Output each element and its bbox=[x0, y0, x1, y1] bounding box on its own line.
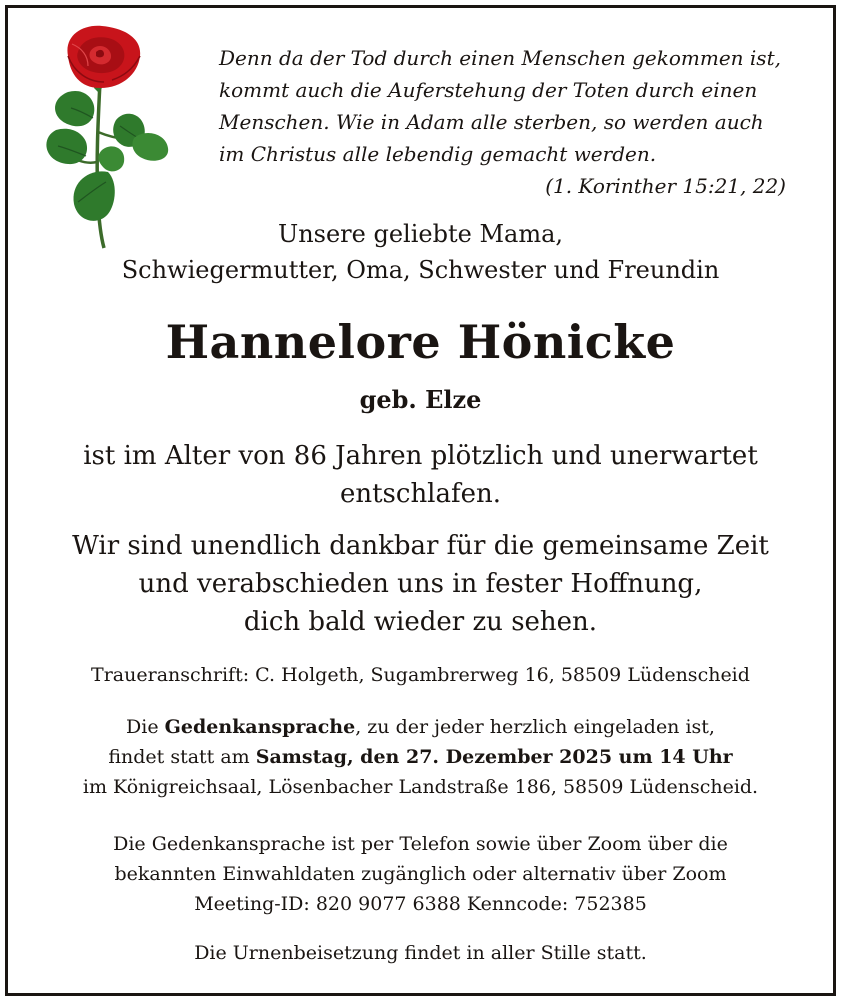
thanks-line: dich bald wieder zu sehen. bbox=[243, 607, 598, 637]
service-text: Die bbox=[126, 716, 165, 738]
zoom-line: Die Gedenkansprache ist per Telefon sowie über Zoom über die bbox=[113, 833, 728, 855]
verse-line: kommt auch die Auferstehung der Toten durch einen bbox=[219, 78, 758, 102]
mourning-address: Traueranschrift: C. Holgeth, Sugambrerweg 16, 58509 Lüdenscheid bbox=[91, 664, 750, 686]
service-date: Samstag, den 27. Dezember 2025 um 14 Uhr bbox=[255, 746, 733, 768]
service-line bbox=[0, 712, 841, 742]
thanks-line: Wir sind unendlich dankbar für die gemeinsame Zeit bbox=[72, 531, 769, 561]
verse-line: Denn da der Tod durch einen Menschen gekommen ist, bbox=[219, 46, 781, 70]
age-line: entschlafen. bbox=[339, 479, 502, 509]
bible-verse bbox=[219, 42, 794, 202]
memorial-service-info bbox=[0, 712, 841, 802]
maiden-name: geb. Elze bbox=[359, 385, 482, 414]
zoom-info bbox=[0, 829, 841, 919]
zoom-meeting-id: Meeting-ID: 820 9077 6388 Kenncode: 752385 bbox=[194, 893, 647, 915]
thanks-text bbox=[0, 527, 841, 641]
thanks-line: und verabschieden uns in fester Hoffnung, bbox=[138, 569, 703, 599]
verse-reference: (1. Korinther 15:21, 22) bbox=[545, 174, 786, 198]
urn-burial-note: Die Urnenbeisetzung findet in aller Stille statt. bbox=[194, 942, 647, 964]
service-text: findet statt am bbox=[108, 746, 256, 768]
age-line: ist im Alter von 86 Jahren plötzlich und unerwartet bbox=[83, 441, 758, 471]
verse-line: Menschen. Wie in Adam alle sterben, so werden auch bbox=[219, 110, 764, 134]
intro-line: Schwiegermutter, Oma, Schwester und Freundin bbox=[121, 256, 720, 284]
intro-line: Unsere geliebte Mama, bbox=[277, 220, 564, 248]
zoom-line: bekannten Einwahldaten zugänglich oder alternativ über Zoom bbox=[114, 863, 727, 885]
verse-line: im Christus alle lebendig gemacht werden. bbox=[219, 142, 657, 166]
age-statement bbox=[0, 437, 841, 513]
deceased-name: Hannelore Hönicke bbox=[165, 315, 676, 369]
service-title: Gedenkansprache bbox=[164, 716, 356, 738]
intro-text bbox=[0, 216, 841, 288]
service-location: im Königreichsaal, Lösenbacher Landstraße 186, 58509 Lüdenscheid. bbox=[82, 776, 759, 798]
service-text: , zu der jeder herzlich eingeladen ist, bbox=[355, 716, 715, 738]
service-line bbox=[0, 742, 841, 772]
